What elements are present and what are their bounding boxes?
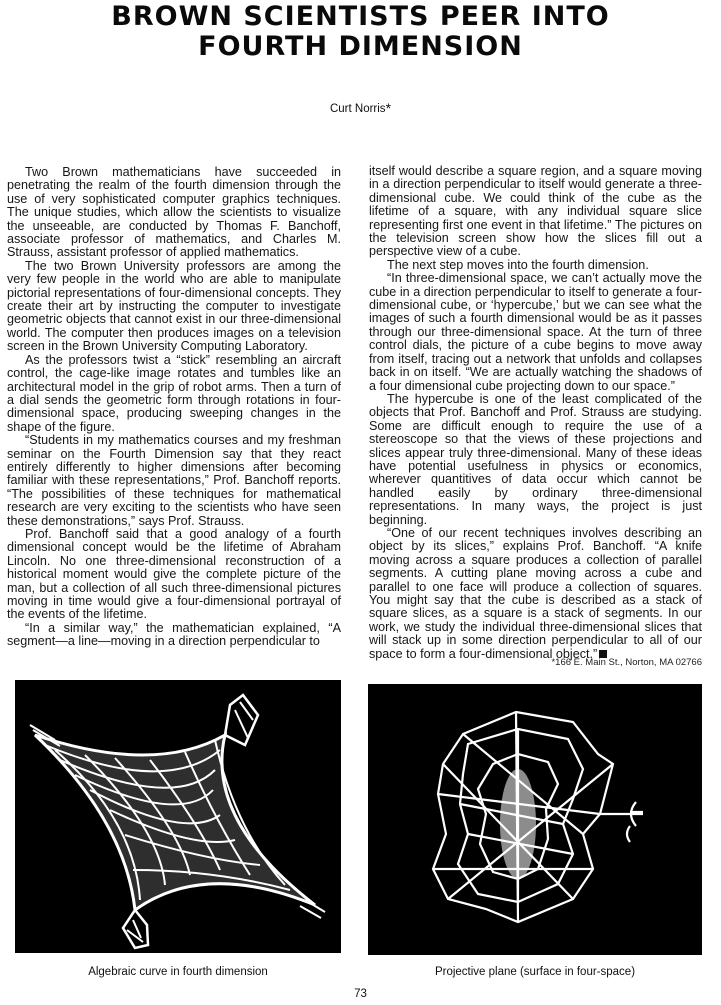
figure-projective-plane [368,684,702,955]
footnote-asterisk: * [385,100,392,116]
paragraph: itself would describe a square region, and a square moving in a direction perpendicular to itself would generate a three-dimensional cube. We could think of the cube as the lifetime of a square, with any individual square slice representing first one event in that lifetime.” The pictures on the television screen show how the slices fill out a perspective view of a cube. [369,164,702,259]
author-byline [0,100,721,119]
paragraph: “Students in my mathematics courses and my freshman seminar on the Fourth Dimension say that they react entirely differently to higher dimensions after becoming familiar with these representations,” Prof. Banchoff reports. “The possibilities of these techniques for mathematical research are very exciting to the scientists who have seen these demonstrations,” says Prof. Strauss. [7,433,341,528]
paragraph-final [369,527,702,661]
title-line-2: FOURTH DIMENSION [198,31,523,62]
paragraph: The hypercube is one of the least complicated of the objects that Prof. Banchoff and Prof. Strauss are studying. Some are difficult enough to require the use of a stereoscope so that the views of these projections and slices appear truly three-dimensional. Many of these ideas have potential usefulness in physics or economics, wherever quantitives of data occur which cannot be handled easily by ordinary three-dimensional representations. In many ways, the project is just beginning. [369,391,702,527]
footnote: *166 E. Main St., Norton, MA 02766 [551,657,702,668]
paragraph: Prof. Banchoff said that a good analogy of a fourth dimensional concept would be the lifetime of Abraham Lincoln. No one three-dimensional reconstruction of a historical moment would give the complete picture of the man, but a collection of all such three-dimensional pictures moving in time would give a four-dimensional portrayal of the events of the lifetime. [7,526,341,622]
title-line-1: BROWN SCIENTISTS PEER INTO [111,1,610,32]
paragraph: As the professors twist a “stick” resembling an aircraft control, the cage-like image rotates and tumbles like an architectural model in the grip of robot arms. Then a turn of a dial sends the geometric form through rotations in four-dimensional space, producing sweeping changes in the shape of the figure. [7,352,341,434]
paragraph: “In three-dimensional space, we can’t actually move the cube in a direction perpendicular to itself to generate a four-dimensional cube, or ‘hypercube,’ but we can see what the images of such a fourth dimensional would be as it passes through our three-dimensional space. At the turn of three control dials, the picture of a cube begins to move away from itself, tracing out a network that unfolds and collapses back in on itself. “We are actually watching the shadows of a four dimensional cube projecting down to our space.” [369,271,702,393]
paragraph: “In a similar way,” the mathematician explained, “A segment—a line—moving in a direction perpendicular to [7,620,341,649]
article-title [0,2,721,62]
projective-plane-image-icon [368,684,702,955]
paragraph: The two Brown University professors are among the very few people in the world who are able to manipulate pictorial representations of four-dimensional concepts. They create their art by instructing the computer to investigate geometric objects that cannot exist in our three-dimensional world. The computer then produces images on a television screen in the Brown University Computing Laboratory. [7,258,341,354]
paragraph-text: “One of our recent techniques involves describing an object by its slices,” explains Prof. Banchoff. “A knife moving across a square produces a collection of parallel segments. A cutting plane moving across a cube and parallel to one face will produce a collection of squares. You might say that the cube is described as a stack of square slices, as a square is a stack of segments. In our work, we study the individual three-dimensional slices that will stack up in some direction perpendicular to all of our space to form a four-dimensional object.” [369,525,702,661]
figure-algebraic-curve [15,680,341,953]
paragraph: The next step moves into the fourth dimension. [387,257,649,272]
algebraic-curve-image-icon [15,680,341,953]
author-name: Curt Norris [329,103,386,115]
figure-caption-left: Algebraic curve in fourth dimension [88,966,268,978]
right-column [369,165,702,661]
paragraph: Two Brown mathematicians have succeeded in penetrating the realm of the fourth dimension through the use of very sophisticated computer graphics techniques. The unique studies, which allow the scientists to visualize the unseeable, are conducted by Thomas F. Banchoff, associate professor of mathematics, and Charles M. Strauss, assistant professor of applied mathematics. [7,165,341,260]
left-column [7,166,341,649]
page-number: 73 [354,988,367,1000]
figure-caption-right: Projective plane (surface in four-space) [434,966,636,978]
